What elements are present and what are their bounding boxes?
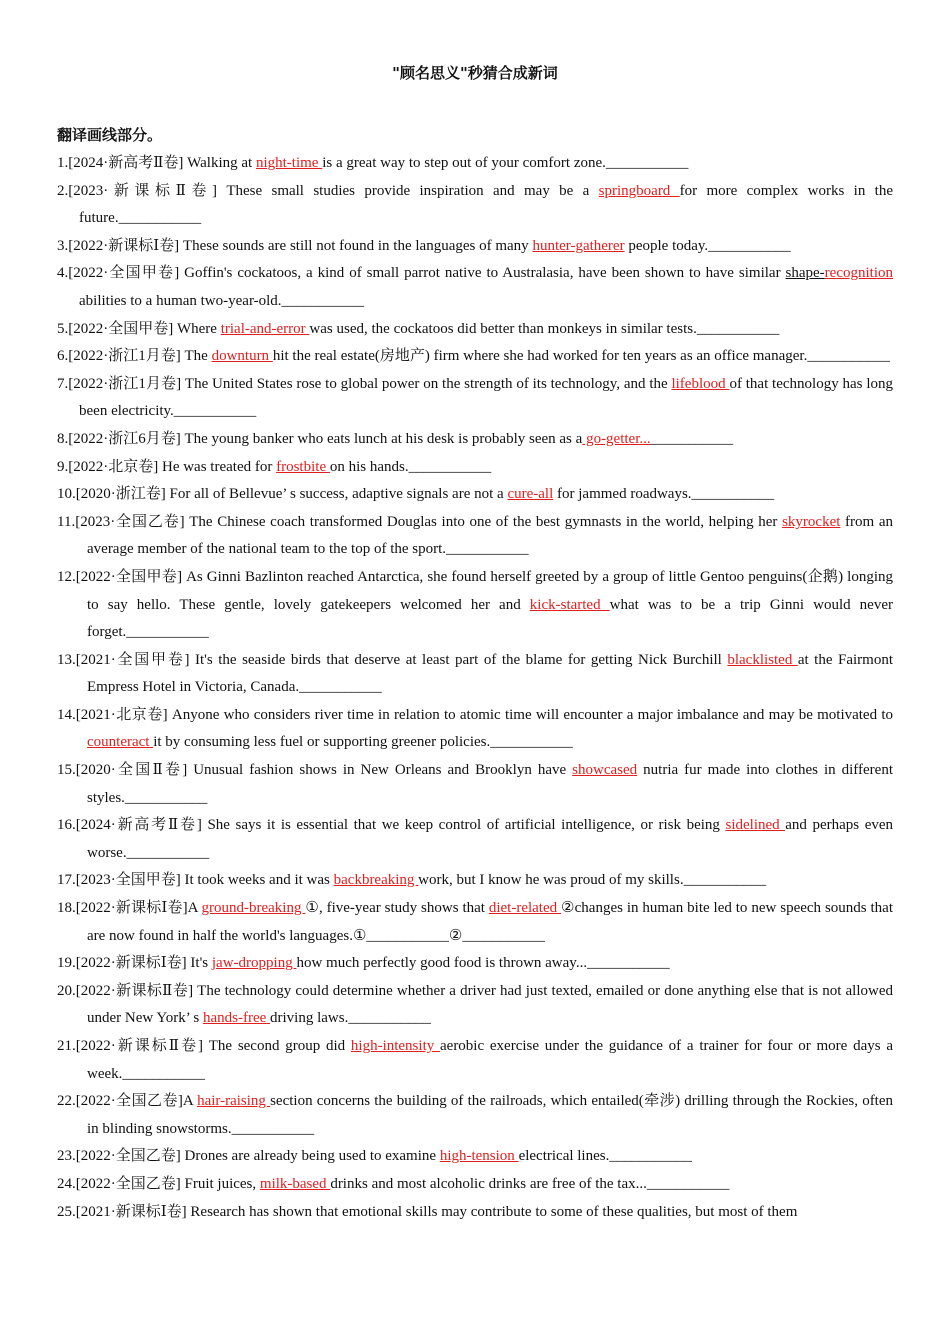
underlined-word: springboard: [598, 182, 680, 199]
list-item: 3.[2022·新课标Ⅰ卷] These sounds are still not found in the languages of many hunter-gatherer people today.___________: [57, 237, 791, 254]
underlined-word: jaw-dropping: [211, 955, 297, 972]
underlined-word: hands-free: [202, 1010, 271, 1027]
underlined-word: skyrocket: [782, 513, 841, 530]
underlined-word: frostbite: [276, 458, 330, 475]
underlined-word: high-tension: [439, 1148, 519, 1165]
instruction-heading: 翻译画线部分。: [57, 126, 163, 144]
list-item: 1.[2024·新高考Ⅱ卷] Walking at night-time is a great way to step out of your comfort zone.___________: [57, 155, 689, 171]
underlined-word: cure-all: [507, 486, 554, 503]
list-item: 13.[2021·全国甲卷] It's the seaside birds that deserve at least part of the blame for getting Nick Burchill blacklisted at the Fairmont Empress Hotel in Victoria, Canada.___________: [57, 651, 894, 696]
list-item: 17.[2023·全国甲卷] It took weeks and it was backbreaking work, but I know he was proud of my skills.___________: [57, 872, 767, 889]
underlined-word: milk-based: [259, 1175, 331, 1192]
list-item: 20.[2022·新课标Ⅱ卷] The technology could determine whether a driver had just texted, emailed or done anything else that is not allowed under New York’ s hands-free driving laws.___________: [57, 982, 893, 1027]
list-item: 7.[2022·浙江1月卷] The United States rose to global power on the strength of its technology, and the lifeblood of that technology has long been electricity.___________: [57, 375, 893, 420]
list-item: 15.[2020·全国Ⅱ卷] Unusual fashion shows in New Orleans and Brooklyn have showcased nutria fur made into clothes in different styles.___________: [57, 762, 893, 806]
list-item: 23.[2022·全国乙卷] Drones are already being used to examine high-tension electrical lines.___________: [57, 1148, 692, 1165]
underlined-word: showcased: [572, 762, 638, 779]
list-item: 21.[2022·新课标Ⅱ卷] The second group did high-intensity aerobic exercise under the guidance of a trainer for four or more days a week.___________: [57, 1038, 893, 1082]
underlined-word: high-intensity: [350, 1038, 440, 1054]
list-item: 4.[2022·全国甲卷] Goffin's cockatoos, a kind of small parrot native to Australasia, have been shown to have similar shape-recognition abilities to a human two-year-old.___________: [57, 265, 893, 309]
list-item: 14.[2021·北京卷] Anyone who considers river time in relation to atomic time will encounter a major imbalance and may be motivated to counteract it by consuming less fuel or supporting greener policies.___________: [57, 706, 893, 751]
list-item: 12.[2022·全国甲卷] As Ginni Bazlinton reached Antarctica, she found herself greeted by a group of little Gentoo penguins(企鹅) longing to say hello. These gentle, lovely gatekeepers welcomed her and kick-started what was to be a trip Ginni would never forget.___________: [57, 568, 893, 641]
underlined-word: counteract: [87, 734, 154, 751]
underlined-word: hunter-gatherer: [532, 237, 625, 254]
underlined-word: recognition: [824, 265, 893, 282]
underlined-word: diet-related: [488, 900, 562, 917]
underlined-word: ground-breaking: [201, 900, 306, 917]
list-item: 18.[2022·新课标Ⅰ卷]A ground-breaking ①, five-year study shows that diet-related ②changes in human bite led to new speech sounds that are now found in half the world's languages.①___________②___________: [57, 900, 894, 944]
list-item: 5.[2022·全国甲卷] Where trial-and-error was used, the cockatoos did better than monkeys in similar tests.___________: [57, 320, 780, 337]
underlined-word: go-getter...: [582, 430, 651, 447]
underlined-word: hair-raising: [197, 1093, 271, 1110]
list-item: 10.[2020·浙江卷] For all of Bellevue’ s success, adaptive signals are not a cure-all for jammed roadways.___________: [57, 486, 775, 503]
list-item: 22.[2022·全国乙卷]A hair-raising section concerns the building of the railroads, which entailed(牵涉) drilling through the Rockies, often in blinding snowstorms.___________: [57, 1093, 894, 1137]
list-item: 25.[2021·新课标Ⅰ卷] Research has shown that emotional skills may contribute to some of these qualities, but most of them: [57, 1203, 798, 1220]
list-item: 8.[2022·浙江6月卷] The young banker who eats lunch at his desk is probably seen as a go-getter...___________: [57, 430, 734, 447]
underlined-word: trial-and-error: [220, 320, 310, 337]
list-item: 16.[2024·新高考Ⅱ卷] She says it is essential that we keep control of artificial intelligence, or risk being sidelined and perhaps even worse.___________: [57, 817, 894, 861]
list-item: 24.[2022·全国乙卷] Fruit juices, milk-based drinks and most alcoholic drinks are free of the tax...___________: [57, 1175, 730, 1192]
list-item: 6.[2022·浙江1月卷] The downturn hit the real estate(房地产) firm where she had worked for ten years as an office manager.___________: [57, 348, 890, 365]
underlined-word: sidelined: [725, 817, 786, 834]
list-item: 9.[2022·北京卷] He was treated for frostbite on his hands.___________: [57, 458, 492, 475]
list-item: 2.[2023·新课标Ⅱ卷] These small studies provide inspiration and may be a springboard for more complex works in the future.___________: [57, 182, 893, 227]
underlined-word: lifeblood: [671, 375, 730, 392]
underlined-word: blacklisted: [727, 651, 798, 668]
list-item: 19.[2022·新课标Ⅰ卷] It's jaw-dropping how much perfectly good food is thrown away...___________: [57, 955, 670, 972]
underlined-word: night-time: [255, 155, 323, 171]
underlined-word: backbreaking: [333, 872, 419, 889]
underlined-word: downturn: [211, 348, 273, 365]
underlined-word: kick-started: [529, 596, 610, 613]
page-title: "顾名思义"秒猜合成新词: [392, 64, 558, 82]
list-item: 11.[2023·全国乙卷] The Chinese coach transformed Douglas into one of the best gymnasts in the world, helping her skyrocket from an average member of the national team to the top of the sport.___________: [57, 513, 893, 558]
underlined-word: shape-: [785, 265, 825, 282]
exercise-list: [57, 150, 893, 1226]
